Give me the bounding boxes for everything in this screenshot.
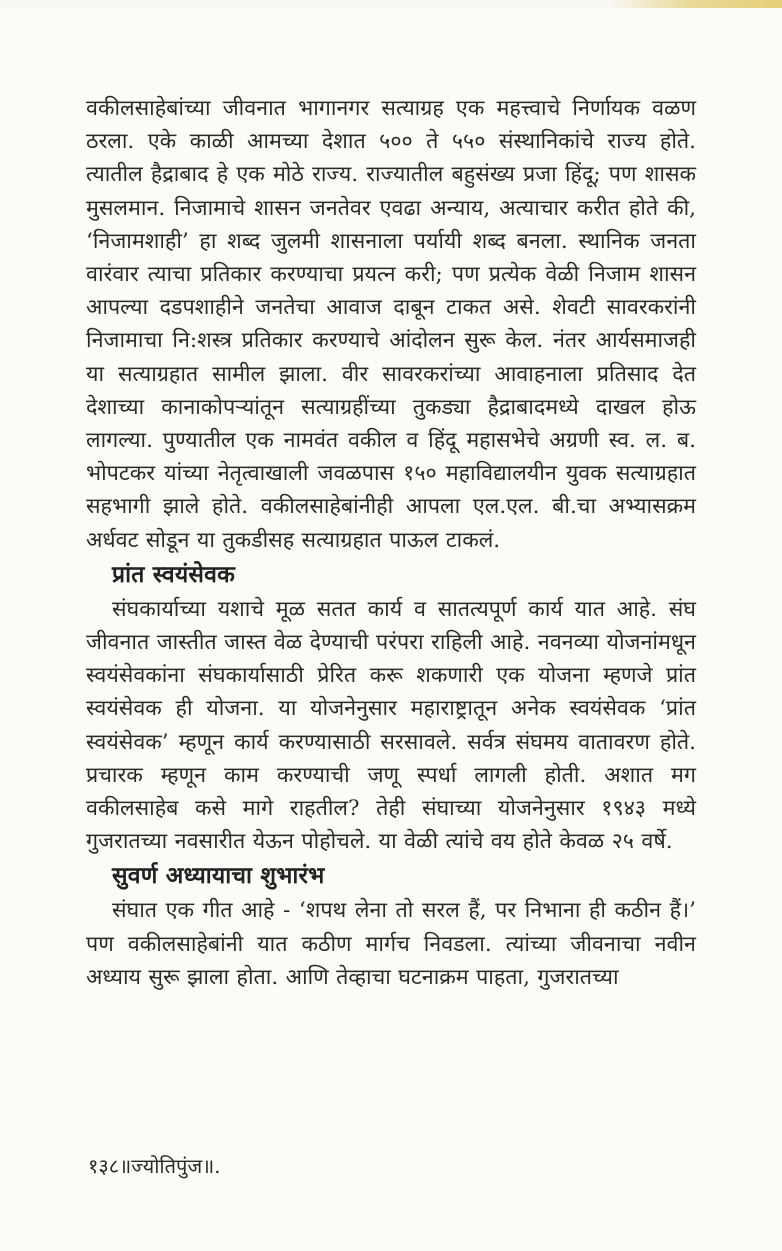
page-body <box>86 92 696 994</box>
footer-separator: ॥ <box>119 1154 132 1178</box>
page-footer <box>88 1152 221 1180</box>
footer-end-mark: ॥. <box>202 1154 221 1178</box>
paragraph-prant-swayamsevak: संघकार्याच्या यशाचे मूळ सतत कार्य व सातत्यपूर्ण कार्य यात आहे. संघ जीवनात जास्तीत जास्त वेळ देण्याची परंपरा राहिली आहे. नवनव्या योजनांमधून स्वयंसेवकांना संघकार्यासाठी प्रेरित करू शकणारी एक योजना म्हणजे प्रांत स्वयंसेवक ही योजना. या योजनेनुसार महाराष्ट्रातून अनेक स्वयंसेवक ‘प्रांत स्वयंसेवक’ म्हणून कार्य करण्यासाठी सरसावले. सर्वत्र संघमय वातावरण होते. प्रचारक म्हणून काम करण्याची जणू स्पर्धा लागली होती. अशात मग वकीलसाहेब कसे मागे राहतील? तेही संघाच्या योजनेनुसार १९४३ मध्ये गुजरातच्या नवसारीत येऊन पोहोचले. या वेळी त्यांचे वय होते केवळ २५ वर्षे. <box>86 596 696 855</box>
page-number: १३८ <box>88 1154 120 1178</box>
book-title: ज्योतिपुंज <box>131 1154 203 1178</box>
section-heading-prant-swayamsevak: प्रांत स्वयंसेवक <box>112 560 236 588</box>
paragraph-bhaganagar-satyagraha: वकीलसाहेबांच्या जीवनात भागानगर सत्याग्रह एक महत्त्वाचे निर्णायक वळण ठरला. एके काळी आमच्या देशात ५०० ते ५५० संस्थानिकांचे राज्य होते. त्यातील हैद्राबाद हे एक मोठे राज्य. राज्यातील बहुसंख्य प्रजा हिंदू; पण शासक मुसलमान. निजामाचे शासन जनतेवर एवढा अन्याय, अत्याचार करीत होते की, ‘निजामशाही’ हा शब्द जुलमी शासनाला पर्यायी शब्द बनला. स्थानिक जनता वारंवार त्याचा प्रतिकार करण्याचा प्रयत्न करी; पण प्रत्येक वेळी निजाम शासन आपल्या दडपशाहीने जनतेचा आवाज दाबून टाकत असे. शेवटी सावरकरांनी निजामाचा नि:शस्त्र प्रतिकार करण्याचे आंदोलन सुरू केल. नंतर आर्यसमाजही या सत्याग्रहात सामील झाला. वीर सावरकरांच्या आवाहनाला प्रतिसाद देत देशाच्या कानाकोपऱ्यांतून सत्याग्रहींच्या तुकड्या हैद्राबादमध्ये दाखल होऊ लागल्या. पुण्यातील एक नामवंत वकील व हिंदू महासभेचे अग्रणी स्व. ल. ब. भोपटकर यांच्या नेतृत्वाखाली जवळपास १५० महाविद्यालयीन युवक सत्याग्रहात सहभागी झाले होते. वकीलसाहेबांनीही आपला एल.एल. बी.चा अभ्यासक्रम अर्धवट सोडून या तुकडीसह सत्याग्रहात पाऊल टाकलं. <box>86 96 696 553</box>
paragraph-suvarna-adhyay: संघात एक गीत आहे - ‘शपथ लेना तो सरल हैं, पर निभाना ही कठीन हैं।’ पण वकीलसाहेबांनी यात कठीण मार्गच निवडला. त्यांच्या जीवनाचा नवीन अध्याय सुरू झाला होता. आणि तेव्हाचा घटनाक्रम पाहता, गुजरातच्या <box>86 898 696 990</box>
page-top-edge <box>0 0 782 8</box>
section-heading-suvarna-adhyay: सुवर्ण अध्यायाचा शुभारंभ <box>112 862 325 890</box>
